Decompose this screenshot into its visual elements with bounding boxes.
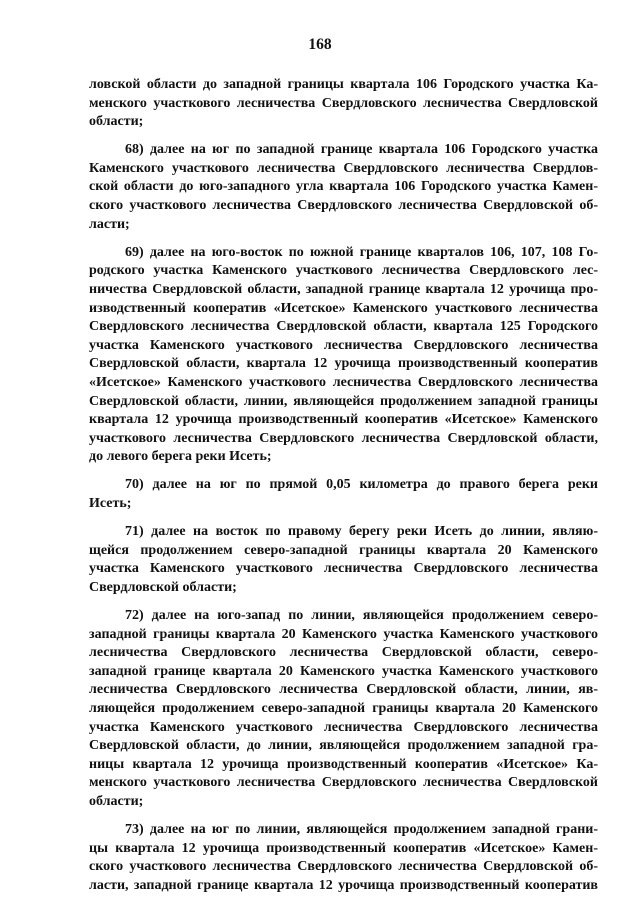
text-line: Свердловской области; xyxy=(89,579,237,595)
text-line: до левого берега реки Исеть; xyxy=(89,449,272,465)
text-line: лесничества Свердловского лесничества Свердловской области, северо- xyxy=(89,645,598,661)
text-line: Свердловской области, линии, являющейся продолжением западной границы xyxy=(89,393,598,409)
text-line: ловской области до западной границы квартала 106 Городского участка Ка- xyxy=(89,77,598,92)
text-line: менского участкового лесничества Свердловского лесничества Свердловской xyxy=(89,775,598,791)
text-line: участка Каменского участкового лесничества Свердловского лесничества xyxy=(89,561,598,577)
text-line: родского участка Каменского участкового лесничества Свердловского лес- xyxy=(89,263,598,279)
text-line: области; xyxy=(89,793,144,809)
text-line: менского участкового лесничества Свердловского лесничества Свердловской xyxy=(89,95,598,111)
text-line: Свердловской области, до линии, являющейся продолжением западной гра- xyxy=(89,738,598,754)
text-line: 71) далее на восток по правому берегу реки Исеть до линии, являю- xyxy=(125,524,598,540)
text-line: участка Каменского участкового лесничества Свердловского лесничества xyxy=(89,719,598,735)
document-body xyxy=(89,76,598,895)
paragraph-item-68 xyxy=(89,141,598,234)
paragraph-item-73 xyxy=(89,821,598,895)
text-line: лесничества Свердловского лесничества Свердловской области, линии, яв- xyxy=(89,682,598,698)
text-line: щейся продолжением северо-западной границы квартала 20 Каменского xyxy=(89,542,598,558)
text-line: ницы квартала 12 урочища производственный кооператив «Исетское» Ка- xyxy=(89,756,598,772)
text-line: ласти; xyxy=(89,216,130,232)
text-line: Свердловской области, квартала 12 урочища производственный кооператив xyxy=(89,356,598,372)
paragraph-item-70 xyxy=(89,476,598,513)
text-line: 69) далее на юго-восток по южной границе кварталов 106, 107, 108 Го- xyxy=(125,244,598,260)
text-line: участка Каменского участкового лесничества Свердловского лесничества xyxy=(89,337,598,353)
text-line: Свердловского лесничества Свердловской области, квартала 125 Городского xyxy=(89,319,598,335)
text-line: Исеть; xyxy=(89,495,132,511)
paragraph-item-71 xyxy=(89,523,598,597)
text-line: западной границы квартала 20 Каменского участка Каменского участкового xyxy=(89,626,598,642)
text-line: ского участкового лесничества Свердловского лесничества Свердловской об- xyxy=(89,859,598,875)
text-line: 70) далее на юг по прямой 0,05 километра до правого берега реки xyxy=(125,477,598,493)
paragraph-item-72 xyxy=(89,607,598,812)
text-line: ляющейся продолжением северо-западной границы квартала 20 Каменского xyxy=(89,700,598,716)
text-line: участкового лесничества Свердловского лесничества Свердловской области, xyxy=(89,430,598,446)
text-line: изводственный кооператив «Исетское» Каменского участкового лесничества xyxy=(89,300,598,316)
text-line: Каменского участкового лесничества Свердловского лесничества Свердлов- xyxy=(89,160,598,176)
text-line: западной границе квартала 20 Каменского участка Каменского участкового xyxy=(89,663,598,679)
text-line: ласти, западной границе квартала 12 урочища производственный кооператив xyxy=(89,877,598,893)
text-line: 68) далее на юг по западной границе квартала 106 Городского участка xyxy=(125,142,598,158)
paragraph-item-69 xyxy=(89,244,598,467)
text-line: ской области до юго-западного угла квартала 106 Городского участка Камен- xyxy=(89,179,598,195)
text-line: ничества Свердловской области, западной границе квартала 12 урочища про- xyxy=(89,281,598,297)
text-line: цы квартала 12 урочища производственный кооператив «Исетское» Камен- xyxy=(89,840,598,856)
text-line: ского участкового лесничества Свердловского лесничества Свердловской об- xyxy=(89,198,598,214)
paragraph-continuation xyxy=(89,76,598,132)
text-line: квартала 12 урочища производственный кооператив «Исетское» Каменского xyxy=(89,412,598,428)
text-line: «Исетское» Каменского участкового лесничества Свердловского лесничества xyxy=(89,374,598,390)
text-line: области; xyxy=(89,114,144,130)
text-line: 73) далее на юг по линии, являющейся продолжением западной грани- xyxy=(125,821,598,837)
page-number: 168 xyxy=(308,36,332,53)
text-line: 72) далее на юго-запад по линии, являющейся продолжением северо- xyxy=(125,607,598,623)
